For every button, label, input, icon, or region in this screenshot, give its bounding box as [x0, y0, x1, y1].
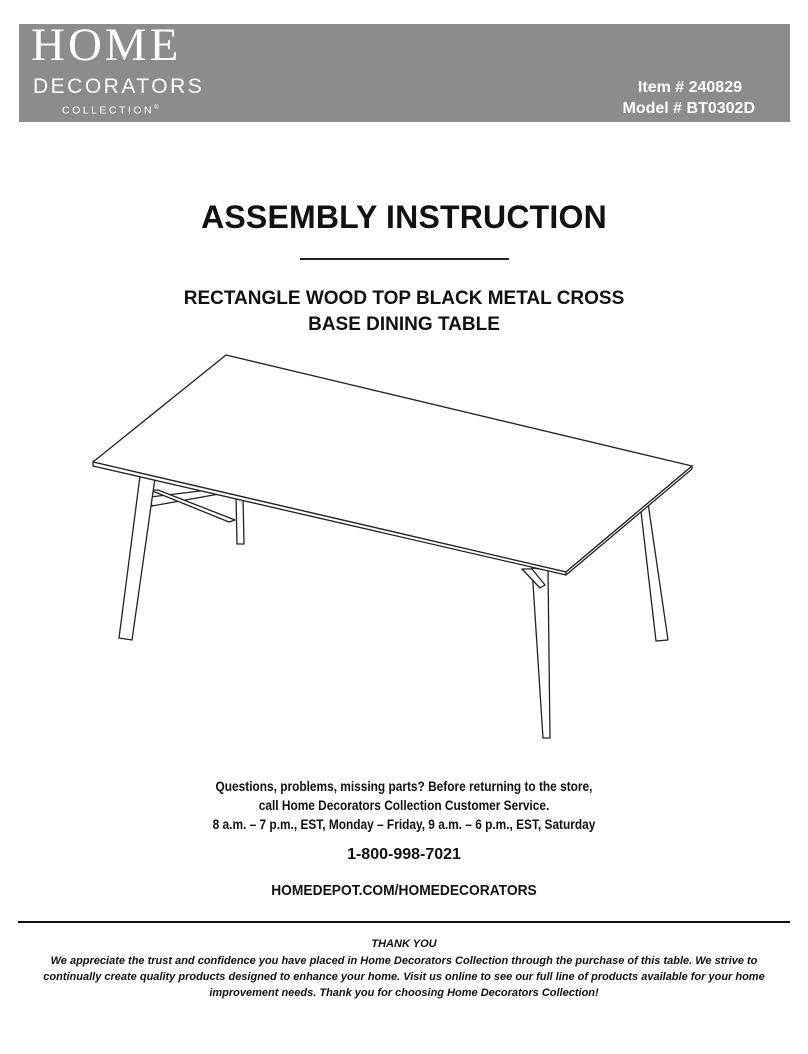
- footer-divider: [18, 921, 790, 923]
- subtitle-line-1: RECTANGLE WOOD TOP BLACK METAL CROSS: [183, 288, 625, 309]
- contact-line-3: 8 a.m. – 7 p.m., EST, Monday – Friday, 9 a.m. – 6 p.m., EST, Saturday: [212, 817, 596, 832]
- table-leg-front-right: [532, 568, 550, 738]
- table-leg-back-right: [640, 503, 668, 641]
- contact-line-2: call Home Decorators Collection Customer Service.: [258, 798, 550, 813]
- table-leg-front-left: [119, 476, 155, 640]
- thank-you-message: We appreciate the trust and confidence you have placed in Home Decorators Collection through the purchase of this table. We strive to continually create quality products designed to enhance your home. Visit us online to see our full line of products available for your home improvement needs. Thank you for choosing Home Decorators Collection!: [43, 955, 765, 999]
- customer-service-info: [48, 777, 759, 834]
- table-leg-back-left: [236, 496, 244, 544]
- brand-logo-home: HOME: [31, 19, 182, 71]
- website-url: HOMEDEPOT.COM/HOMEDECORATORS: [271, 882, 537, 899]
- page-title: ASSEMBLY INSTRUCTION: [201, 199, 607, 235]
- registered-mark: ®: [154, 105, 162, 111]
- contact-line-1: Questions, problems, missing parts? Before returning to the store,: [215, 779, 593, 794]
- phone-number: 1-800-998-7021: [347, 846, 461, 863]
- item-number: Item # 240829: [637, 79, 742, 96]
- table-top: [93, 355, 692, 572]
- thank-you-heading: THANK YOU: [371, 938, 437, 950]
- model-number: Model # BT0302D: [622, 100, 755, 117]
- subtitle-line-2: BASE DINING TABLE: [308, 314, 500, 335]
- brand-logo-decorators: DECORATORS: [33, 75, 205, 98]
- brand-logo-collection-text: COLLECTION: [62, 104, 155, 117]
